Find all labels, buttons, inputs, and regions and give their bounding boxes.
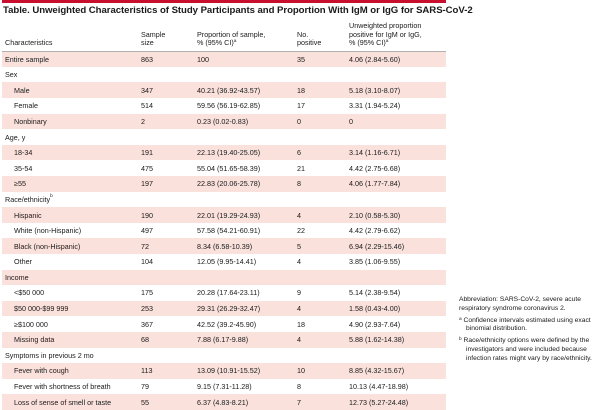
sample-size-cell: 175: [141, 288, 153, 298]
positive-cell: [294, 67, 346, 83]
table-row: [2, 160, 446, 176]
sample-size-cell: 367: [141, 319, 153, 329]
sample-size-cell: [138, 348, 194, 364]
positive-cell: 4: [297, 210, 301, 220]
unweighted-cell: 8.85 (4.32-15.67): [349, 366, 405, 376]
abbreviation-note: Abbreviation: SARS-CoV-2, severe acute respiratory syndrome coronavirus 2.: [459, 296, 581, 312]
positive-cell: 4: [297, 335, 301, 345]
header-positive: No. positive: [297, 29, 322, 48]
header-sample-size: Sample size: [141, 29, 166, 48]
sample-size-cell: 253: [141, 304, 153, 314]
table-row: [2, 316, 446, 332]
unweighted-cell: 5.18 (3.10-8.07): [349, 85, 401, 95]
table-row: [2, 207, 446, 223]
positive-cell: 6: [297, 148, 301, 158]
positive-cell: 22: [297, 226, 305, 236]
table-row: [2, 98, 446, 114]
sample-size-cell: 2: [141, 116, 145, 126]
unweighted-cell: 5.14 (2.38-9.54): [349, 288, 401, 298]
positive-cell: [294, 192, 346, 208]
unweighted-cell: 4.42 (2.79-6.62): [349, 226, 401, 236]
unweighted-cell: [346, 270, 446, 286]
section-row: [2, 67, 446, 83]
proportion-cell: 55.04 (51.65-58.39): [197, 163, 261, 173]
positive-cell: 8: [297, 382, 301, 392]
footnote-a: $^a$ Confidence intervals estimated using exact binomial distribution.: [459, 316, 591, 333]
table-body: [2, 51, 446, 410]
table-row: [2, 363, 446, 379]
table-row: [2, 332, 446, 348]
row-label: Other: [14, 257, 32, 267]
positive-cell: 10: [297, 366, 305, 376]
sample-size-cell: 191: [141, 148, 153, 158]
sample-size-cell: 79: [141, 382, 149, 392]
row-label: Nonbinary: [14, 116, 47, 126]
section-row: [2, 348, 446, 364]
row-label: Loss of sense of smell or taste: [14, 397, 112, 407]
positive-cell: 9: [297, 288, 301, 298]
header-row: [2, 22, 446, 51]
positive-cell: 4: [297, 257, 301, 267]
proportion-cell: 22.83 (20.06-25.78): [197, 179, 261, 189]
proportion-cell: 9.15 (7.31-11.28): [197, 382, 252, 392]
sample-size-cell: 72: [141, 241, 149, 251]
proportion-cell: 20.28 (17.64-23.11): [197, 288, 260, 298]
sample-size-cell: 497: [141, 226, 153, 236]
row-label: Fever with shortness of breath: [14, 382, 111, 392]
unweighted-cell: 2.10 (0.58-5.30): [349, 210, 401, 220]
table-row: [2, 394, 446, 410]
sample-size-cell: 104: [141, 257, 153, 267]
proportion-cell: 6.37 (4.83-8.21): [197, 397, 249, 407]
header-unweighted: Unweighted proportion positive for IgM or IgG, % (95% CI)$^a$: [349, 21, 422, 48]
unweighted-cell: 3.14 (1.16-6.71): [349, 148, 401, 158]
proportion-cell: 7.88 (6.17-9.88): [197, 335, 249, 345]
proportion-cell: [194, 129, 294, 145]
footnote-b: $^b$ Race/ethnicity options were defined by the investigators and were included because infection rates might vary by race/ethnicity.: [459, 337, 592, 362]
header-characteristics: Characteristics: [5, 38, 53, 48]
sample-size-cell: 190: [141, 210, 153, 220]
section-row: [2, 192, 446, 208]
row-label: Black (non-Hispanic): [14, 241, 81, 251]
row-label: Income: [5, 272, 29, 282]
unweighted-cell: [346, 348, 446, 364]
proportion-cell: 13.09 (10.91-15.52): [197, 366, 261, 376]
sample-size-cell: 347: [141, 85, 153, 95]
unweighted-cell: 6.94 (2.29-15.46): [349, 241, 405, 251]
proportion-cell: 22.13 (19.40-25.05): [197, 148, 261, 158]
table-row: [2, 176, 446, 192]
unweighted-cell: 1.58 (0.43-4.00): [349, 304, 401, 314]
table-row: [2, 51, 446, 67]
positive-cell: [294, 129, 346, 145]
positive-cell: 17: [297, 101, 305, 111]
row-label: Entire sample: [5, 54, 49, 64]
header-proportion: Proportion of sample, % (95% CI)$^a$: [197, 29, 266, 48]
table-row: [2, 82, 446, 98]
positive-cell: 7: [297, 397, 301, 407]
table-row: [2, 114, 446, 130]
row-label: 35-54: [14, 163, 33, 173]
proportion-cell: [194, 348, 294, 364]
unweighted-cell: 5.88 (1.62-14.38): [349, 335, 405, 345]
row-label: Age, y: [5, 132, 26, 142]
table-title: Table. Unweighted Characteristics of Study Participants and Proportion With IgM or IgG for SARS-CoV-2: [3, 5, 473, 16]
sample-size-cell: [138, 270, 194, 286]
sample-size-cell: 197: [141, 179, 153, 189]
proportion-cell: [194, 67, 294, 83]
proportion-cell: [194, 192, 294, 208]
row-label: Race/ethnicity$^b$: [5, 193, 53, 204]
proportion-cell: [194, 270, 294, 286]
positive-cell: 8: [297, 179, 301, 189]
row-label: ≥55: [14, 179, 26, 189]
row-label: ≥$100 000: [14, 319, 48, 329]
proportion-cell: 0.23 (0.02-0.83): [197, 116, 249, 126]
row-label: Male: [14, 85, 30, 95]
positive-cell: 5: [297, 241, 301, 251]
positive-cell: 4: [297, 304, 301, 314]
positive-cell: [294, 348, 346, 364]
sample-size-cell: 68: [141, 335, 149, 345]
proportion-cell: 22.01 (19.29-24.93): [197, 210, 261, 220]
table-row: [2, 223, 446, 239]
positive-cell: [294, 270, 346, 286]
unweighted-cell: 3.31 (1.94-5.24): [349, 101, 401, 111]
proportion-cell: 40.21 (36.92-43.57): [197, 85, 261, 95]
proportion-cell: 12.05 (9.95-14.41): [197, 257, 257, 267]
characteristics-table: [2, 22, 446, 410]
unweighted-cell: [346, 67, 446, 83]
sample-size-cell: 55: [141, 397, 149, 407]
proportion-cell: 42.52 (39.2-45.90): [197, 319, 257, 329]
proportion-cell: 8.34 (6.58-10.39): [197, 241, 253, 251]
unweighted-cell: [346, 192, 446, 208]
section-row: [2, 129, 446, 145]
row-label: Symptoms in previous 2 mo: [5, 350, 94, 360]
row-label: Female: [14, 101, 38, 111]
unweighted-cell: 4.06 (1.77-7.84): [349, 179, 401, 189]
section-row: [2, 270, 446, 286]
row-label: Missing data: [14, 335, 55, 345]
table-row: [2, 238, 446, 254]
proportion-cell: 100: [197, 54, 209, 64]
unweighted-cell: [346, 129, 446, 145]
sample-size-cell: [138, 129, 194, 145]
unweighted-cell: 4.90 (2.93-7.64): [349, 319, 401, 329]
unweighted-cell: 0: [349, 116, 353, 126]
unweighted-cell: 3.85 (1.06-9.55): [349, 257, 401, 267]
unweighted-cell: 10.13 (4.47-18.98): [349, 382, 409, 392]
proportion-cell: 59.56 (56.19-62.85): [197, 101, 261, 111]
proportion-cell: 29.31 (26.29-32.47): [197, 304, 261, 314]
row-label: White (non-Hispanic): [14, 226, 82, 236]
proportion-cell: 57.58 (54.21-60.91): [197, 226, 261, 236]
row-label: Sex: [5, 70, 18, 80]
sample-size-cell: 863: [141, 54, 153, 64]
footnotes: [459, 296, 599, 367]
unweighted-cell: 4.42 (2.75-6.68): [349, 163, 401, 173]
positive-cell: 0: [297, 116, 301, 126]
row-label: Hispanic: [14, 210, 42, 220]
row-label: <$50 000: [14, 288, 45, 298]
sample-size-cell: 113: [141, 366, 153, 376]
sample-size-cell: [138, 67, 194, 83]
row-label: Fever with cough: [14, 366, 69, 376]
positive-cell: 35: [297, 54, 305, 64]
sample-size-cell: [138, 192, 194, 208]
sample-size-cell: 514: [141, 101, 153, 111]
positive-cell: 18: [297, 85, 305, 95]
table-row: [2, 285, 446, 301]
table-row: [2, 379, 446, 395]
row-label: 18-34: [14, 148, 33, 158]
table-row: [2, 254, 446, 270]
title-rule: [2, 0, 446, 3]
unweighted-cell: 12.73 (5.27-24.48): [349, 397, 409, 407]
sample-size-cell: 475: [141, 163, 153, 173]
unweighted-cell: 4.06 (2.84-5.60): [349, 54, 401, 64]
positive-cell: 18: [297, 319, 305, 329]
table-row: [2, 145, 446, 161]
table-row: [2, 301, 446, 317]
positive-cell: 21: [297, 163, 305, 173]
row-label: $50 000-$99 999: [14, 304, 69, 314]
